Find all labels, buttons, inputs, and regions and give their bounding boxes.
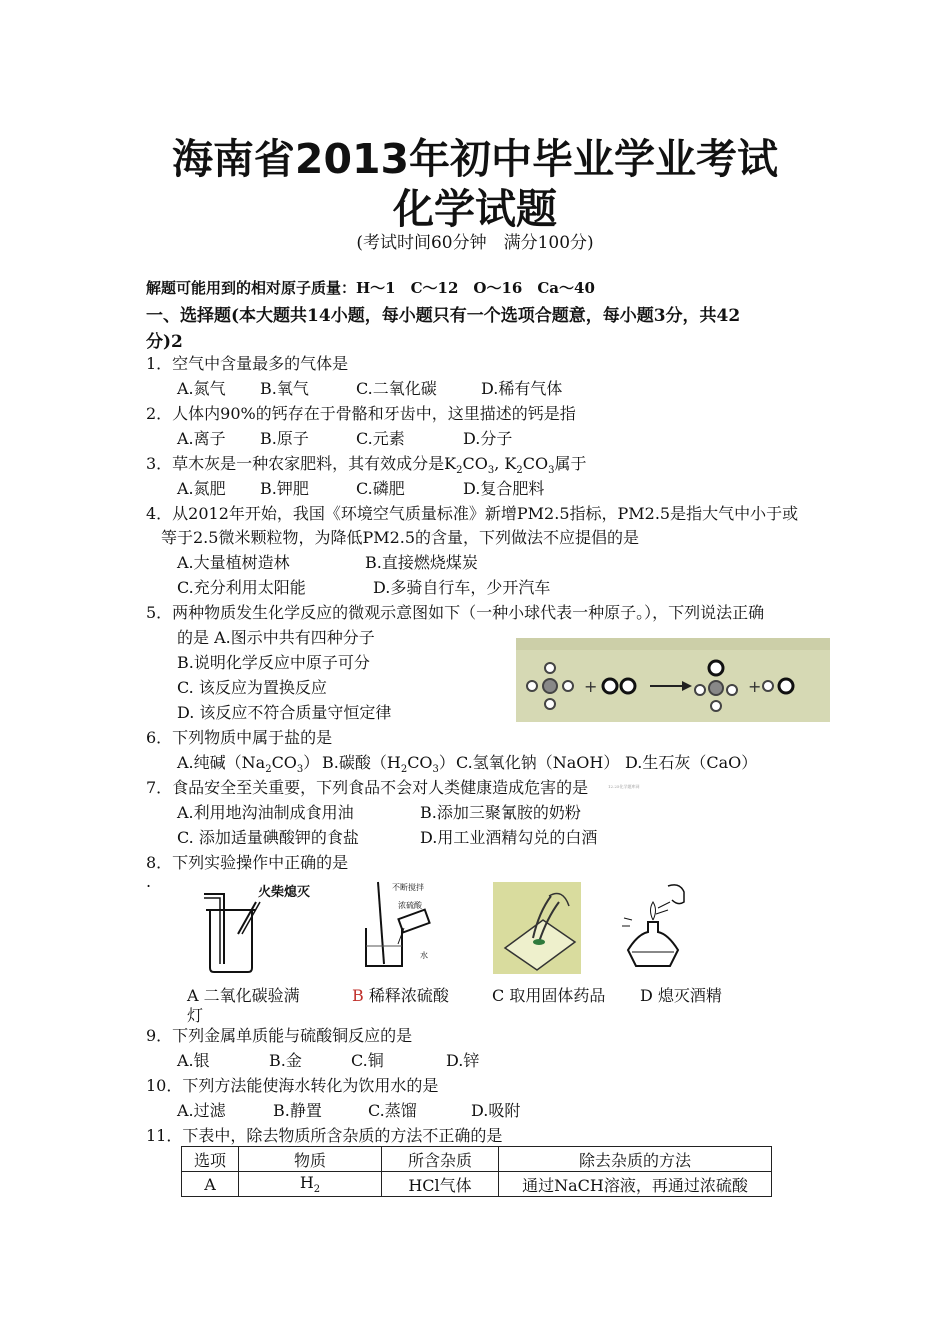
table-header-row bbox=[182, 1147, 772, 1172]
q3-option-d[interactable]: D.复合肥料 bbox=[463, 479, 545, 498]
q8-option-a-wrap: 灯 bbox=[187, 1006, 204, 1025]
table-cell: HCl气体 bbox=[382, 1172, 499, 1197]
q10-option-c[interactable]: C.蒸馏 bbox=[368, 1101, 417, 1120]
q6-option-c[interactable]: C.氢氧化钠（NaOH） bbox=[456, 753, 620, 772]
question-4-line2: 等于2.5微米颗粒物，为降低PM2.5的含量，下列做法不应提倡的是 bbox=[161, 528, 640, 547]
q8-option-a[interactable]: A 二氧化碳验满 bbox=[187, 986, 300, 1005]
q5-option-b[interactable]: B.说明化学反应中原子可分 bbox=[177, 653, 370, 672]
table-header: 选项 bbox=[182, 1147, 239, 1172]
q10-option-d[interactable]: D.吸附 bbox=[471, 1101, 521, 1120]
table-header: 所含杂质 bbox=[382, 1147, 499, 1172]
fig-b-label-3: 水 bbox=[420, 951, 428, 960]
stray-dot: . bbox=[146, 872, 152, 891]
q7-option-d[interactable]: D.用工业酒精勾兑的白酒 bbox=[420, 828, 598, 847]
q5-option-a[interactable]: 的是 A.图示中共有四种分子 bbox=[177, 628, 375, 647]
q4-option-d[interactable]: D.多骑自行车，少开汽车 bbox=[373, 578, 551, 597]
question-5: 5．两种物质发生化学反应的微观示意图如下（一种小球代表一种原子。），下列说法正确 bbox=[146, 603, 765, 622]
page-title: 海南省2013年初中毕业学业考试 bbox=[171, 135, 779, 183]
q9-option-d[interactable]: D.锌 bbox=[446, 1051, 480, 1070]
page-title-line2: 化学试题 bbox=[393, 185, 557, 233]
q8-option-d[interactable]: D 熄灭酒精 bbox=[640, 986, 722, 1005]
q9-option-c[interactable]: C.铜 bbox=[351, 1051, 384, 1070]
svg-text:+: + bbox=[748, 677, 762, 696]
section-header: 一、选择题(本大题共14小题，每小题只有一个选项合题意，每小题3分，共42 bbox=[146, 306, 741, 326]
q1-option-d[interactable]: D.稀有气体 bbox=[481, 379, 563, 398]
q1-option-a[interactable]: A.氮气 bbox=[177, 379, 226, 398]
question-1: 1．空气中含量最多的气体是 bbox=[146, 354, 349, 373]
question-7: 7．食品安全至关重要，下列食品不会对人类健康造成危害的是 bbox=[146, 778, 589, 797]
question-11: 11．下表中，除去物质所含杂质的方法不正确的是 bbox=[146, 1126, 503, 1145]
table-cell: $H_2$ bbox=[239, 1172, 382, 1197]
q4-option-b[interactable]: B.直接燃烧煤炭 bbox=[365, 553, 478, 572]
q7-option-a[interactable]: A.利用地沟油制成食用油 bbox=[177, 803, 354, 822]
section-header-line2: 分)2 bbox=[146, 332, 183, 352]
atomic-masses: 解题可能用到的相对原子质量：H～1 C～12 O～16 Ca～40 bbox=[146, 279, 595, 297]
exam-info: (考试时间60分钟 满分100分) bbox=[356, 233, 594, 253]
q9-option-b[interactable]: B.金 bbox=[269, 1051, 302, 1070]
q6-option-d[interactable]: D.生石灰（CaO） bbox=[625, 753, 758, 772]
q8-option-b[interactable]: B 稀释浓硫酸 bbox=[352, 986, 449, 1005]
figure-dilution bbox=[358, 880, 438, 974]
table-header: 物质 bbox=[239, 1147, 382, 1172]
q2-option-b[interactable]: B.原子 bbox=[260, 429, 309, 448]
figure-solid-reagent bbox=[493, 882, 581, 974]
table-header: 除去杂质的方法 bbox=[499, 1147, 772, 1172]
q10-option-b[interactable]: B.静置 bbox=[273, 1101, 322, 1120]
q6-option-a[interactable]: A.纯碱$(Na_2CO_3)$ bbox=[177, 753, 320, 776]
question-8: 8．下列实验操作中正确的是 bbox=[146, 853, 349, 872]
question-10: 10．下列方法能使海水转化为饮用水的是 bbox=[146, 1076, 439, 1095]
reaction-diagram bbox=[516, 638, 830, 722]
q2-option-c[interactable]: C.元素 bbox=[356, 429, 405, 448]
table-cell: A bbox=[182, 1172, 239, 1197]
q4-option-c[interactable]: C.充分利用太阳能 bbox=[177, 578, 306, 597]
q7-option-b[interactable]: B.添加三聚氰胺的奶粉 bbox=[420, 803, 581, 822]
q1-option-c[interactable]: C.二氧化碳 bbox=[356, 379, 437, 398]
svg-text:+: + bbox=[584, 677, 598, 696]
watermark-text: 12.25化学题库网 bbox=[608, 784, 640, 789]
q7-option-c[interactable]: C. 添加适量碘酸钾的食盐 bbox=[177, 828, 359, 847]
q4-option-a[interactable]: A.大量植树造林 bbox=[177, 553, 290, 572]
figure-alcohol-lamp bbox=[618, 880, 702, 968]
q2-option-d[interactable]: D.分子 bbox=[463, 429, 513, 448]
question-4: 4．从2012年开始，我国《环境空气质量标准》新增PM2.5指标，PM2.5是指大气中小于或 bbox=[146, 504, 799, 523]
q3-option-c[interactable]: C.磷肥 bbox=[356, 479, 405, 498]
q10-option-a[interactable]: A.过滤 bbox=[177, 1101, 226, 1120]
q9-option-a[interactable]: A.银 bbox=[177, 1051, 210, 1070]
q5-option-c[interactable]: C. 该反应为置换反应 bbox=[177, 678, 327, 697]
impurity-table bbox=[181, 1146, 772, 1197]
q8-option-c[interactable]: C 取用固体药品 bbox=[492, 986, 606, 1005]
q2-option-a[interactable]: A.离子 bbox=[177, 429, 226, 448]
q6-option-b[interactable]: B.碳酸$(H_2CO_3)$ bbox=[322, 753, 455, 776]
question-2: 2．人体内90%的钙存在于骨骼和牙齿中，这里描述的钙是指 bbox=[146, 404, 576, 423]
q3-option-a[interactable]: A.氮肥 bbox=[177, 479, 226, 498]
table-row[interactable] bbox=[182, 1172, 772, 1197]
question-9: 9．下列金属单质能与硫酸铜反应的是 bbox=[146, 1026, 413, 1045]
table-cell: 通过NaCH溶液，再通过浓硫酸 bbox=[499, 1172, 772, 1197]
fig-a-label: 火柴熄灭 bbox=[258, 885, 311, 900]
q3-option-b[interactable]: B.钾肥 bbox=[260, 479, 309, 498]
figure-co2-test bbox=[194, 880, 326, 976]
fig-b-label-2: 浓硫酸 bbox=[398, 901, 422, 910]
question-6: 6．下列物质中属于盐的是 bbox=[146, 728, 333, 747]
question-3: 3．草木灰是一种农家肥料，其有效成分是$K_2CO_3$, $K_2CO_3$属于 bbox=[146, 454, 587, 477]
q1-option-b[interactable]: B.氧气 bbox=[260, 379, 309, 398]
fig-b-label-1: 不断搅拌 bbox=[392, 883, 424, 892]
q5-option-d[interactable]: D. 该反应不符合质量守恒定律 bbox=[177, 703, 392, 722]
